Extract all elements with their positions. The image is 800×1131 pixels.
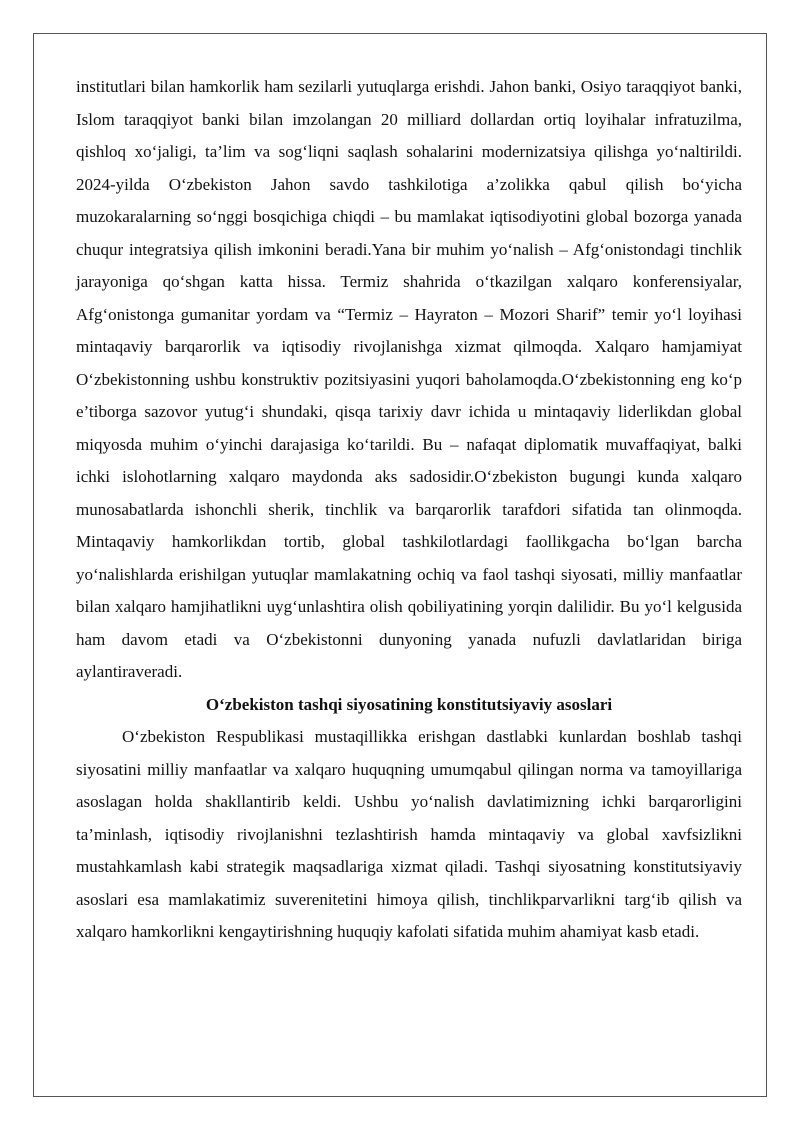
section-paragraph: O‘zbekiston Respublikasi mustaqillikka erishgan dastlabki kunlardan boshlab tashqi siyosatini milliy manfaatlar va xalqaro huquqning umumqabul qilingan norma va tamoyillariga asoslagan holda shakllantirib keldi. Ushbu yo‘nalish davlatimizning ichki barqarorligini ta’minlash, iqtisodiy rivojlanishni tezlashtirish hamda mintaqaviy va global xavfsizlikni mustahkamlash kabi strategik maqsadlariga xizmat qiladi. Tashqi siyosatning konstitutsiyaviy asoslari esa mamlakatimiz suverenitetini himoya qilish, tinchlikparvarlikni targ‘ib qilish va xalqaro hamkorlikni kengaytirishning huquqiy kafolati sifatida muhim ahamiyat kasb etadi. bbox=[76, 727, 742, 941]
section-heading: O‘zbekiston tashqi siyosatining konstitutsiyaviy asoslari bbox=[205, 694, 613, 714]
document-body bbox=[76, 71, 742, 949]
continued-paragraph: institutlari bilan hamkorlik ham sezilarli yutuqlarga erishdi. Jahon banki, Osiyo taraqqiyot banki, Islom taraqqiyot banki bilan imzolangan 20 milliard dollardan ortiq loyihalar infratuzilma, qishloq xo‘jaligi, ta’lim va sog‘liqni saqlash sohalarini modernizatsiya qilishga yo‘naltirildi. 2024-yilda O‘zbekiston Jahon savdo tashkilotiga a’zolikka qabul qilish bo‘yicha muzokaralarning so‘nggi bosqichiga chiqdi – bu mamlakat iqtisodiyotini global bozorga yanada chuqur integratsiya qilish imkonini beradi.Yana bir muhim yo‘nalish – Afg‘onistondagi tinchlik jarayoniga qo‘shgan katta hissa. Termiz shahrida o‘tkazilgan xalqaro konferensiyalar, Afg‘onistonga gumanitar yordam va “Termiz – Hayraton – Mozori Sharif” temir yo‘l loyihasi mintaqaviy barqarorlik va iqtisodiy rivojlanishga xizmat qilmoqda. Xalqaro hamjamiyat O‘zbekistonning ushbu konstruktiv pozitsiyasini yuqori baholamoqda.O‘zbekistonning eng ko‘p e’tiborga sazovor yutug‘i shundaki, qisqa tarixiy davr ichida u mintaqaviy liderlikdan global miqyosda muhim o‘yinchi darajasiga ko‘tarildi. Bu – nafaqat diplomatik muvaffaqiyat, balki ichki islohotlarning xalqaro maydonda aks sadosidir.O‘zbekiston bugungi kunda xalqaro munosabatlarda ishonchli sherik, tinchlik va barqarorlik tarafdori sifatida tan olinmoqda. Mintaqaviy hamkorlikdan tortib, global tashkilotlardagi faollikgacha bo‘lgan barcha yo‘nalishlarda erishilgan yutuqlar mamlakatning ochiq va faol tashqi siyosati, milliy manfaatlar bilan xalqaro hamjihatlikni uyg‘unlashtira olish qobiliyatining yorqin dalilidir. Bu yo‘l kelgusida ham davom etadi va O‘zbekistonni dunyoning yanada nufuzli davlatlaridan biriga aylantiraveradi. bbox=[76, 77, 742, 681]
